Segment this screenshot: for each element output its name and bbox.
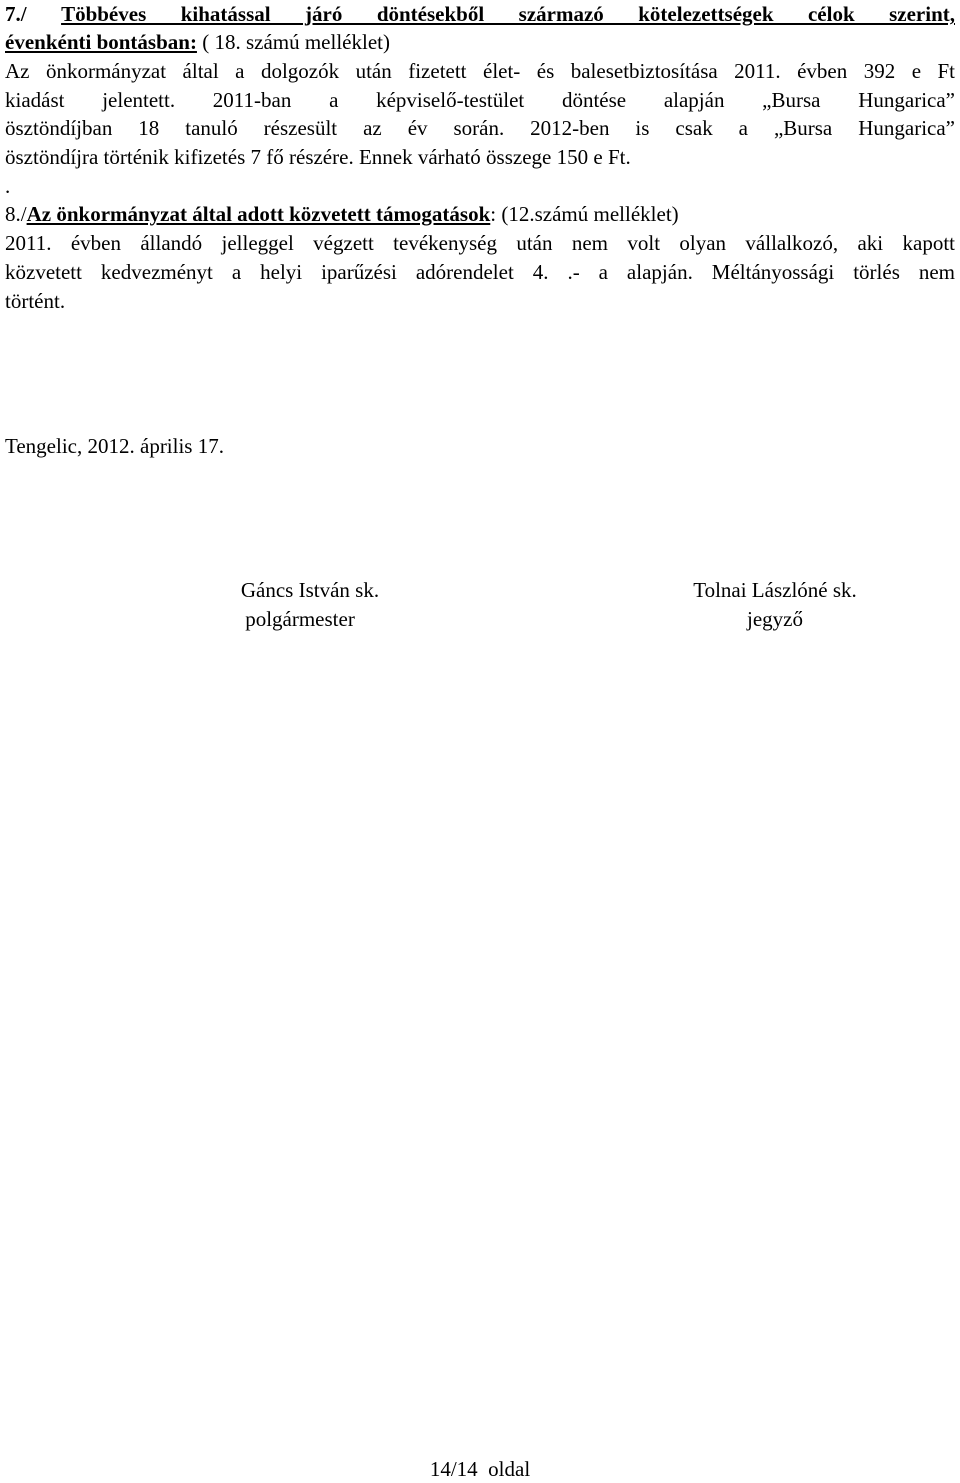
page-number: 14/14 oldal [429,1457,531,1481]
section8-colon: : [490,202,497,226]
signature-right-title: jegyző [747,607,803,631]
section7-dot: . [5,174,11,198]
place-date: Tengelic, 2012. április 17. [5,434,224,458]
section7-heading-part2: évenkénti bontásban: [5,30,197,54]
section8-annex-ref: (12.számú melléklet) [501,202,679,226]
signature-right-name: Tolnai Lászlóné sk. [693,578,857,602]
signature-left-name: Gáncs István sk. [240,578,380,602]
section7-body-line: ösztöndíjban 18 tanuló részesült az év során. 2012-ben is csak a „Bursa Hungarica” [5,116,955,140]
section8-body-line: közvetett kedvezményt a helyi iparűzési adórendelet 4. .- a alapján. Méltányossági törlés nem [5,260,955,284]
section7-heading-line1 [5,0,955,28]
section7-body-line: Az önkormányzat által a dolgozók után fizetett élet- és balesetbiztosítása 2011. évben 392 e Ft [5,59,955,83]
section7-body-line: ösztöndíjra történik kifizetés 7 fő részére. Ennek várható összege 150 e Ft. [5,145,631,169]
section8-title: Az önkormányzat által adott közvetett támogatások [26,202,491,226]
section8-body-line: történt. [5,289,66,313]
section8-heading [5,200,955,228]
signature-left-title: polgármester [245,607,355,631]
section8-body-line: 2011. évben állandó jelleggel végzett tevékenység után nem volt olyan vállalkozó, aki kapott [5,231,955,255]
section8-number: 8./ [5,202,27,226]
section7-heading-part1: Többéves kihatással járó döntésekből származó kötelezettségek célok szerint, [61,2,955,26]
section7-heading-line2 [5,28,955,56]
section7-number: 7./ [5,2,27,26]
section7-body-line: kiadást jelentett. 2011-ban a képviselő-testület döntése alapján „Bursa Hungarica” [5,88,955,112]
section7-annex-ref: ( 18. számú melléklet) [202,30,390,54]
